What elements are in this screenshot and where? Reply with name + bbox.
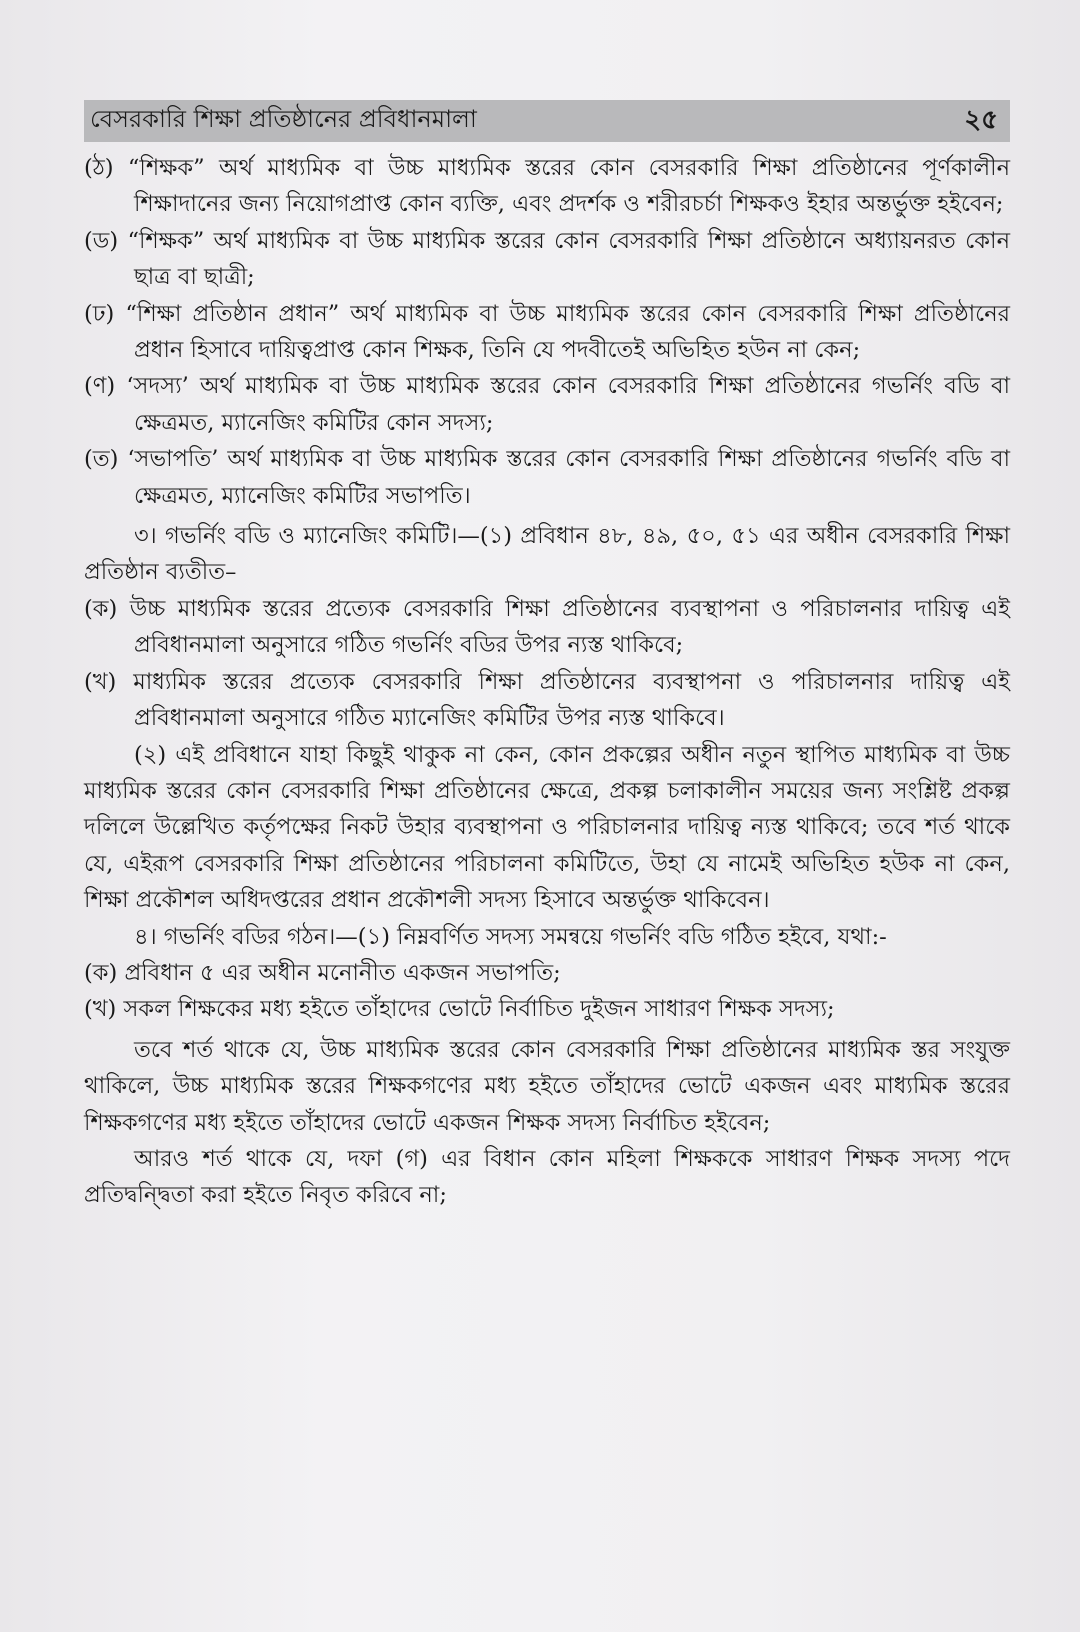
running-header <box>84 100 1010 142</box>
section-4-clause-kha: (খ) সকল শিক্ষকের মধ্য হইতে তাঁহাদের ভোটে নির্বাচিত দুইজন সাধারণ শিক্ষক সদস্য; <box>84 996 835 1023</box>
section-3-heading: ৩। গভর্নিং বডি ও ম্যানেজিং কমিটি।—(১) প্রবিধান ৪৮, ৪৯, ৫০, ৫১ এর অধীন বেসরকারি শিক্ষা প্রতিষ্ঠান ব্যতীত– <box>84 523 1010 586</box>
clause-dha: (ঢ) “শিক্ষা প্রতিষ্ঠান প্রধান” অর্থ মাধ্যমিক বা উচ্চ মাধ্যমিক স্তরের কোন বেসরকারি শিক্ষা প্রতিষ্ঠানের প্রধান হিসাবে দায়িত্বপ্রাপ্ত কোন শিক্ষক, তিনি যে পদবীতেই অভিহিত হউন না কেন; <box>84 300 1010 364</box>
section-3-subsection-2: (২) এই প্রবিধানে যাহা কিছুই থাকুক না কেন, কোন প্রকল্পের অধীন নতুন স্থাপিত মাধ্যমিক বা উচ্চ মাধ্যমিক স্তরের কোন বেসরকারি শিক্ষা প্রতিষ্ঠানের ক্ষেত্রে, প্রকল্প চলাকালীন সময়ের জন্য সংশ্লিষ্ট প্রকল্প দলিলে উল্লেখিত কর্তৃপক্ষের নিকট উহার ব্যবস্থাপনা ও পরিচালনার দায়িত্ব ন্যস্ত থাকিবে; তবে শর্ত থাকে যে, এইরূপ বেসরকারি শিক্ষা প্রতিষ্ঠানের পরিচালনা কমিটিতে, উহা যে নামেই অভিহিত হউক না কেন, শিক্ষা প্রকৌশল অধিদপ্তরের প্রধান প্রকৌশলী সদস্য হিসাবে অন্তর্ভুক্ত থাকিবেন। <box>84 741 1010 914</box>
page-number: ২৫ <box>964 105 998 135</box>
clause-ta: (ত) ‘সভাপতি’ অর্থ মাধ্যমিক বা উচ্চ মাধ্যমিক স্তরের কোন বেসরকারি শিক্ষা প্রতিষ্ঠানের গভর্নিং বডি বা ক্ষেত্রমত, ম্যানেজিং কমিটির সভাপতি। <box>84 446 1010 509</box>
proviso-1: তবে শর্ত থাকে যে, উচ্চ মাধ্যমিক স্তরের কোন বেসরকারি শিক্ষা প্রতিষ্ঠানের মাধ্যমিক স্তর সংযুক্ত থাকিলে, উচ্চ মাধ্যমিক স্তরের শিক্ষকগণের মধ্য হইতে তাঁহাদের ভোটে একজন এবং মাধ্যমিক স্তরের শিক্ষকগণের মধ্য হইতে তাঁহাদের ভোটে একজন শিক্ষক সদস্য নির্বাচিত হইবেন; <box>84 1036 1010 1136</box>
clause-tha: (ঠ) “শিক্ষক” অর্থ মাধ্যমিক বা উচ্চ মাধ্যমিক স্তরের কোন বেসরকারি শিক্ষা প্রতিষ্ঠানের পূর্ণকালীন শিক্ষাদানের জন্য নিয়োগপ্রাপ্ত কোন ব্যক্তি, এবং প্রদর্শক ও শরীরচর্চা শিক্ষকও ইহার অন্তর্ভুক্ত হইবেন; <box>84 155 1010 218</box>
section-4-clause-ka: (ক) প্রবিধান ৫ এর অধীন মনোনীত একজন সভাপতি; <box>84 959 561 986</box>
clause-da: (ড) “শিক্ষক” অর্থ মাধ্যমিক বা উচ্চ মাধ্যমিক স্তরের কোন বেসরকারি শিক্ষা প্রতিষ্ঠানে অধ্যায়নরত কোন ছাত্র বা ছাত্রী; <box>84 227 1010 291</box>
header-title: বেসরকারি শিক্ষা প্রতিষ্ঠানের প্রবিধানমালা <box>90 105 477 133</box>
proviso-2: আরও শর্ত থাকে যে, দফা (গ) এর বিধান কোন মহিলা শিক্ষককে সাধারণ শিক্ষক সদস্য পদে প্রতিদ্বন্দ্বিতা করা হইতে নিবৃত করিবে না; <box>84 1145 1010 1209</box>
section-4-heading: ৪। গভর্নিং বডির গঠন।—(১) নিম্নবর্ণিত সদস্য সমন্বয়ে গভর্নিং বডি গঠিত হইবে, যথা:- <box>134 923 887 950</box>
section-3-clause-ka: (ক) উচ্চ মাধ্যমিক স্তরের প্রত্যেক বেসরকারি শিক্ষা প্রতিষ্ঠানের ব্যবস্থাপনা ও পরিচালনার দায়িত্ব এই প্রবিধানমালা অনুসারে গঠিত গভর্নিং বডির উপর ন্যস্ত থাকিবে; <box>84 595 1010 659</box>
clause-na: (ণ) ‘সদস্য’ অর্থ মাধ্যমিক বা উচ্চ মাধ্যমিক স্তরের কোন বেসরকারি শিক্ষা প্রতিষ্ঠানের গভর্নিং বডি বা ক্ষেত্রমত, ম্যানেজিং কমিটির কোন সদস্য; <box>84 373 1010 436</box>
section-3-clause-kha: (খ) মাধ্যমিক স্তরের প্রত্যেক বেসরকারি শিক্ষা প্রতিষ্ঠানের ব্যবস্থাপনা ও পরিচালনার দায়িত্ব এই প্রবিধানমালা অনুসারে গঠিত ম্যানেজিং কমিটির উপর ন্যস্ত থাকিবে। <box>84 668 1010 732</box>
document-body <box>84 150 1010 1214</box>
